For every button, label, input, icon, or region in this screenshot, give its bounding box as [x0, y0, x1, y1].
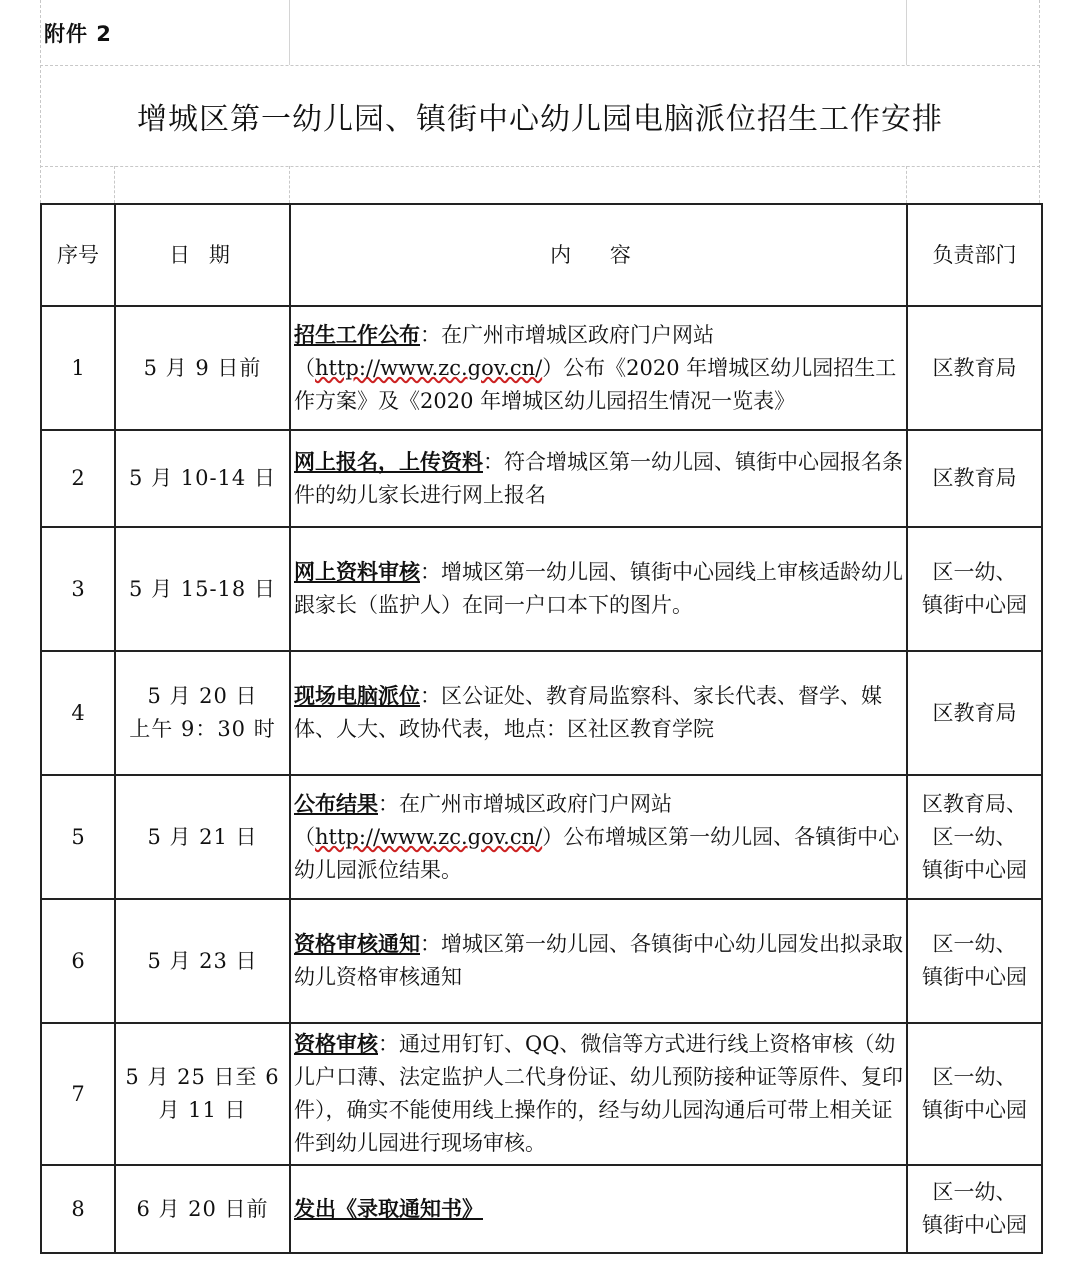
row-date: [115, 899, 290, 1023]
document-title: 增城区第一幼儿园、镇街中心幼儿园电脑派位招生工作安排: [137, 102, 943, 137]
row-content: [290, 775, 907, 899]
date-line: 5 月 15-18 日: [129, 576, 276, 601]
row-number: 4: [41, 651, 115, 775]
portal-url: http://www.zc.gov.cn/: [315, 355, 543, 380]
dept-line: 镇街中心园: [922, 593, 1027, 617]
row-content: [290, 306, 907, 430]
header-no: 序号: [41, 204, 115, 306]
dept-line: 区教育局: [932, 355, 1017, 380]
item-description-cont: ）公布增城区第一幼儿园、各镇街中心幼儿园派位结果。: [294, 824, 900, 882]
row-content: [290, 1023, 907, 1165]
row-content: [290, 527, 907, 651]
dept-line: 镇街中心园: [922, 1213, 1027, 1237]
dept-line: 区教育局: [932, 466, 1017, 490]
row-number: 5: [41, 775, 115, 899]
item-topic: 发出《录取通知书》: [294, 1196, 483, 1221]
header-date-label: 日 期: [169, 242, 236, 267]
row-date: [115, 1023, 290, 1165]
grid-line: [289, 0, 290, 65]
date-line: 6 月 20 日前: [136, 1196, 269, 1221]
portal-url: http://www.zc.gov.cn/: [315, 824, 543, 849]
row-number: 7: [41, 1023, 115, 1165]
header-dept: 负责部门: [907, 204, 1042, 306]
row-date: [115, 1165, 290, 1253]
item-topic: 网上资料审核: [294, 560, 420, 584]
row-number: 1: [41, 306, 115, 430]
topic-colon: ：: [483, 449, 504, 474]
row-dept: [907, 775, 1042, 899]
header-content: [290, 204, 907, 306]
schedule-table: [40, 203, 1043, 1254]
dept-line: 区一幼、: [932, 1065, 1017, 1089]
dept-line: 区教育局: [932, 700, 1017, 725]
dept-line: 区教育局、: [922, 791, 1027, 816]
table-row: [41, 651, 1042, 775]
item-description: 在广州市增城区政府门户网站（: [294, 791, 672, 849]
row-number: 8: [41, 1165, 115, 1253]
item-description: 增城区第一幼儿园、各镇街中心幼儿园发出拟录取幼儿资格审核通知: [294, 932, 903, 989]
table-row: [41, 1165, 1042, 1253]
topic-colon: ：: [420, 684, 441, 708]
header-content-label: 内 容: [550, 242, 647, 267]
row-dept: [907, 527, 1042, 651]
row-dept: [907, 651, 1042, 775]
item-description: 通过用钉钉、QQ、微信等方式进行线上资格审核（幼儿户口薄、法定监护人二代身份证、幼儿预防接种证等原件、复印件），确实不能使用线上操作的，经与幼儿园沟通后可带上相关证件到幼儿园进行现场审核。: [294, 1032, 903, 1155]
item-description: 在广州市增城区政府门户网站（: [294, 322, 714, 380]
row-date: [115, 527, 290, 651]
table-row: [41, 1023, 1042, 1165]
row-dept: [907, 306, 1042, 430]
row-dept: [907, 899, 1042, 1023]
date-line: 5 月 10-14 日: [129, 466, 276, 490]
table-row: [41, 430, 1042, 527]
row-dept: [907, 1023, 1042, 1165]
row-content: [290, 899, 907, 1023]
grid-line: [40, 65, 1040, 66]
dept-line: 镇街中心园: [922, 965, 1027, 989]
dept-line: 区一幼、: [932, 932, 1017, 956]
item-topic: 网上报名，上传资料: [294, 449, 483, 474]
grid-line: [114, 166, 115, 203]
topic-colon: ：: [420, 322, 441, 347]
table-row: [41, 306, 1042, 430]
grid-line: [906, 166, 907, 203]
dept-line: 区一幼、: [932, 560, 1017, 584]
topic-colon: ：: [420, 932, 441, 956]
table-row: [41, 775, 1042, 899]
date-line: 5 月 23 日: [147, 948, 258, 973]
grid-line: [906, 0, 907, 65]
row-content: [290, 430, 907, 527]
grid-line: [289, 166, 290, 203]
item-topic: 现场电脑派位: [294, 684, 420, 708]
date-line: 上午 9：30 时: [129, 717, 276, 741]
topic-colon: ：: [378, 791, 399, 816]
item-topic: 公布结果: [294, 791, 378, 816]
date-line: 月 11 日: [158, 1098, 247, 1122]
row-date: [115, 430, 290, 527]
dept-line: 区一幼、: [932, 824, 1017, 849]
topic-colon: ：: [420, 560, 441, 584]
date-line: 5 月 9 日前: [143, 355, 262, 380]
row-dept: [907, 430, 1042, 527]
date-line: 5 月 20 日: [147, 684, 258, 708]
annex-label: 附件 2: [44, 22, 112, 46]
grid-line: [40, 166, 1040, 167]
row-content: [290, 1165, 907, 1253]
date-line: 5 月 25 日至 6: [125, 1065, 280, 1089]
item-description: 符合增城区第一幼儿园、镇街中心园报名条件的幼儿家长进行网上报名: [294, 449, 903, 507]
item-description-cont: ）公布《2020 年增城区幼儿园招生工作方案》及《2020 年增城区幼儿园招生情况一览表》: [294, 355, 897, 413]
dept-line: 镇街中心园: [922, 857, 1027, 882]
row-number: 2: [41, 430, 115, 527]
table-row: [41, 527, 1042, 651]
row-content: [290, 651, 907, 775]
row-date: [115, 775, 290, 899]
item-description: 增城区第一幼儿园、镇街中心园线上审核适龄幼儿跟家长（监护人）在同一户口本下的图片。: [294, 560, 903, 617]
row-number: 6: [41, 899, 115, 1023]
item-topic: 招生工作公布: [294, 322, 420, 347]
row-date: [115, 306, 290, 430]
topic-colon: ：: [378, 1032, 399, 1056]
item-topic: 资格审核通知: [294, 932, 420, 956]
row-dept: [907, 1165, 1042, 1253]
item-topic: 资格审核: [294, 1032, 378, 1056]
row-date: [115, 651, 290, 775]
dept-line: 区一幼、: [932, 1180, 1017, 1204]
dept-line: 镇街中心园: [922, 1098, 1027, 1122]
header-date: [115, 204, 290, 306]
table-row: [41, 899, 1042, 1023]
row-number: 3: [41, 527, 115, 651]
date-line: 5 月 21 日: [147, 824, 258, 849]
item-description: 区公证处、教育局监察科、家长代表、督学、媒体、人大、政协代表，地点：区社区教育学院: [294, 684, 882, 741]
table-header-row: [41, 204, 1042, 306]
